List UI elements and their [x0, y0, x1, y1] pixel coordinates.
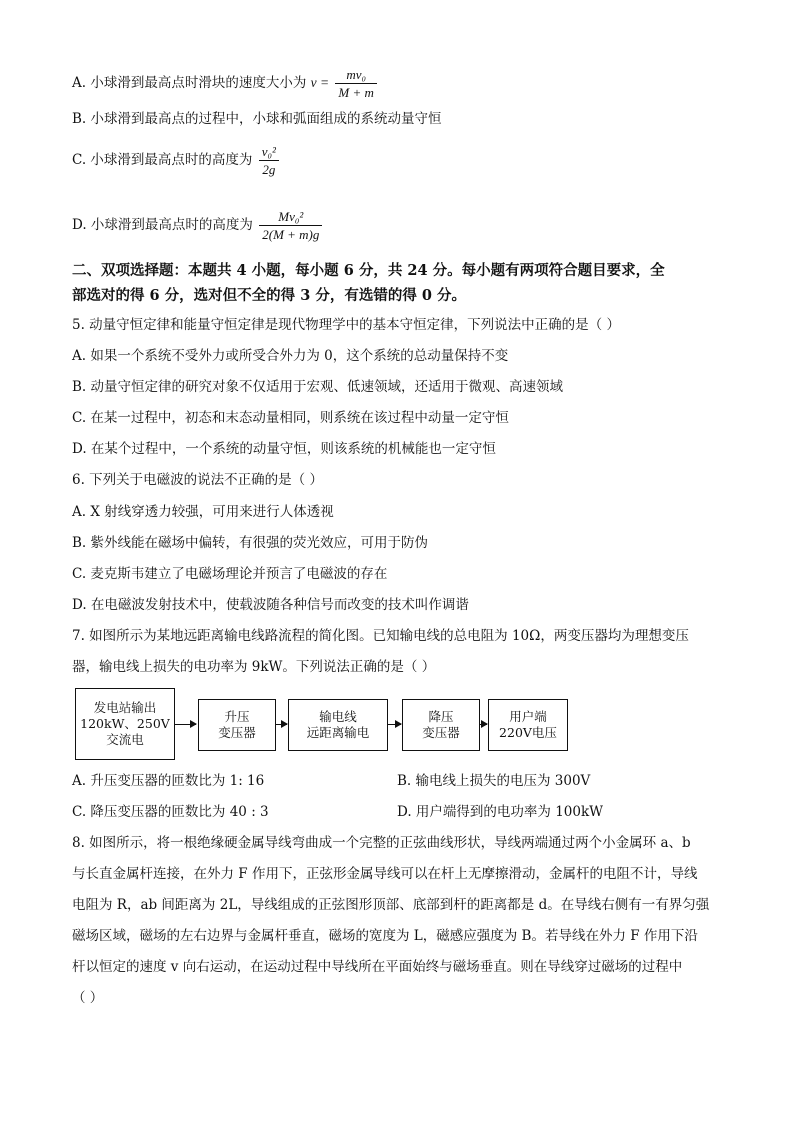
q7-option-b[interactable]: B. 输电线上损失的电压为 300V: [397, 773, 591, 789]
q8-line2: 与长直金属杆连接，在外力 F 作用下，正弦形金属导线可以在杆上无摩擦滑动，金属杆的电阻不计，导线: [72, 866, 698, 882]
q4-option-a[interactable]: A. 小球滑到最高点时滑块的速度大小为 v = $\frac{\text{mv₀}}{M + m}$: [72, 66, 377, 101]
section2-heading-line2: 部选对的得 6 分，选对但不全的得 3 分，有选错的得 0 分。: [72, 287, 467, 304]
flow-box-transmission-line: 输电线 远距离输电: [288, 699, 388, 751]
q7-option-a[interactable]: A. 升压变压器的匝数比为 1: 16: [72, 773, 265, 789]
q4-c-fraction: $\frac{\text{v₀²}}{2g}$: [259, 143, 279, 178]
q4-option-c[interactable]: C. 小球滑到最高点时的高度为 $\frac{\text{v₀²}}{2g}$: [72, 143, 279, 178]
q7-option-c[interactable]: C. 降压变压器的匝数比为 40 : 3: [72, 804, 269, 820]
flow-arrow-3: [387, 724, 401, 725]
q5-option-c[interactable]: C. 在某一过程中，初态和末态动量相同，则系统在该过程中动量一定守恒: [72, 410, 509, 426]
q8-line5: 杆以恒定的速度 v 向右运动，在运动过程中导线所在平面始终与磁场垂直。则在导线穿过磁场的过程中: [72, 959, 683, 975]
flow-box-user-end: 用户端 220V电压: [488, 699, 568, 751]
q6-stem: 6. 下列关于电磁波的说法不正确的是（ ）: [72, 472, 323, 488]
q8-line3: 电阻为 R，ab 间距离为 2L，导线组成的正弦图形顶部、底部到杆的距离都是 d。在导线右侧有一有界匀强: [72, 897, 710, 913]
q4-d-fraction: $\frac{\text{Mv₀²}}{2(M + m)g}$: [259, 208, 322, 243]
flow-box-power-station: 发电站输出 120kW、250V 交流电: [75, 688, 175, 760]
q4-option-b[interactable]: B. 小球滑到最高点的过程中，小球和弧面组成的系统动量守恒: [72, 111, 442, 127]
q8-line1: 8. 如图所示，将一根绝缘硬金属导线弯曲成一个完整的正弦曲线形状，导线两端通过两个小金属环 a、b: [72, 835, 691, 851]
q5-option-b[interactable]: B. 动量守恒定律的研究对象不仅适用于宏观、低速领域，还适用于微观、高速领域: [72, 379, 564, 395]
q4-option-d[interactable]: D. 小球滑到最高点时的高度为 $\frac{\text{Mv₀²}}{2(M + m)g}$: [72, 208, 322, 243]
q8-line6: （ ）: [72, 990, 104, 1006]
q6-option-c[interactable]: C. 麦克斯韦建立了电磁场理论并预言了电磁波的存在: [72, 566, 388, 582]
q6-option-d[interactable]: D. 在电磁波发射技术中，使载波随各种信号而改变的技术叫作调谐: [72, 597, 469, 613]
q6-option-a[interactable]: A. X 射线穿透力较强，可用来进行人体透视: [72, 504, 334, 520]
q5-option-d[interactable]: D. 在某个过程中，一个系统的动量守恒，则该系统的机械能也一定守恒: [72, 441, 496, 457]
q5-option-a[interactable]: A. 如果一个系统不受外力或所受合外力为 0，这个系统的总动量保持不变: [72, 348, 509, 364]
flow-box-step-up-transformer: 升压 变压器: [198, 699, 276, 751]
flow-arrow-2: [275, 724, 287, 725]
q6-option-b[interactable]: B. 紫外线能在磁场中偏转，有很强的荧光效应，可用于防伪: [72, 535, 429, 551]
q4-a-fraction: $\frac{\text{mv₀}}{M + m}$: [335, 66, 377, 101]
q7-stem-line1: 7. 如图所示为某地远距离输电线路流程的简化图。已知输电线的总电阻为 10Ω，两变压器均为理想变压: [72, 628, 689, 644]
section2-heading-line1: 二、双项选择题：本题共 4 小题，每小题 6 分，共 24 分。每小题有两项符合题目要求，全: [72, 262, 665, 279]
q5-stem: 5. 动量守恒定律和能量守恒定律是现代物理学中的基本守恒定律，下列说法中正确的是（ ）: [72, 317, 620, 333]
q7-option-d[interactable]: D. 用户端得到的电功率为 100kW: [397, 804, 604, 820]
flow-box-step-down-transformer: 降压 变压器: [402, 699, 480, 751]
flow-arrow-1: [174, 724, 196, 725]
flow-arrow-4: [479, 724, 487, 725]
q7-stem-line2: 器，输电线上损失的电功率为 9kW。下列说法正确的是（ ）: [72, 659, 436, 675]
q8-line4: 磁场区域，磁场的左右边界与金属杆垂直，磁场的宽度为 L，磁感应强度为 B。若导线在外力 F 作用下沿: [72, 928, 698, 944]
q4-a-lhs: v =: [310, 75, 330, 90]
